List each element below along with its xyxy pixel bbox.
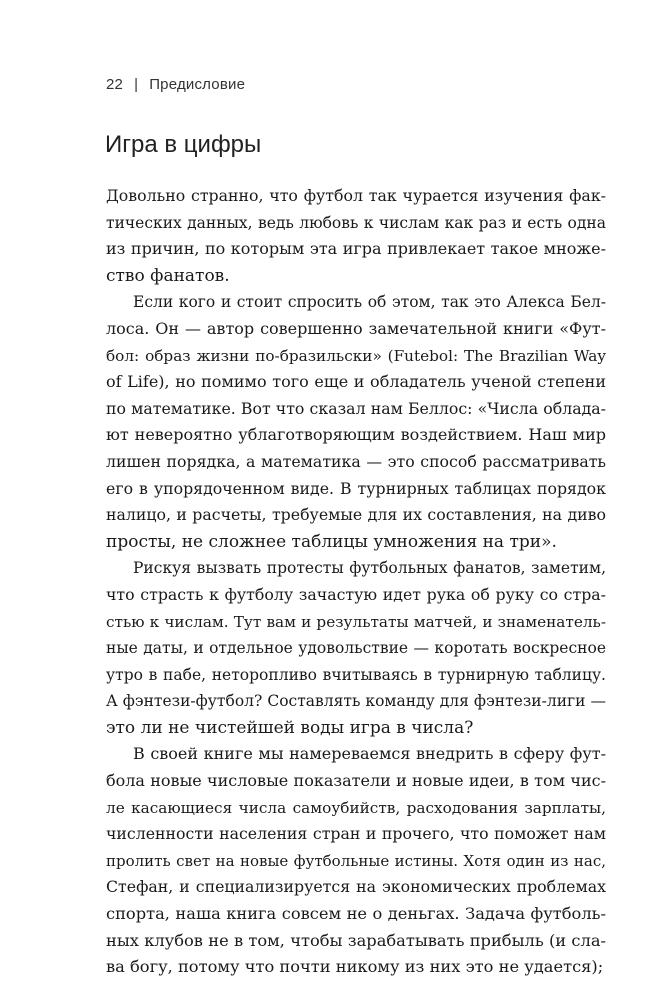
text-line: ных клубов не в том, чтобы зарабатывать прибыль (и сла- <box>106 930 606 950</box>
body-text <box>106 183 606 981</box>
text-line: из причин, по которым эта игра привлекает такое множе- <box>106 239 606 259</box>
paragraph <box>106 555 606 741</box>
text-line: лоса. Он — автор совершенно замечательной книги «Фут- <box>106 318 606 338</box>
header-separator: | <box>134 76 139 93</box>
paragraph <box>106 741 606 980</box>
text-line: численности населения стран и прочего, что поможет нам <box>106 824 606 844</box>
text-line: ют невероятно ублаготворяющим воздействием. Наш мир <box>106 425 606 445</box>
text-line: А фэнтези-футбол? Составлять команду для фэнтези-лиги — <box>106 692 606 711</box>
text-line: ва богу, потому что почти никому из них это не удается); <box>106 957 604 977</box>
text-line: что страсть к футболу зачастую идет рука об руку со стра- <box>106 584 606 604</box>
text-line: of Life), но помимо того еще и обладатель ученой степени <box>106 372 606 392</box>
text-line: тических данных, ведь любовь к числам как раз и есть одна <box>106 213 606 232</box>
text-line: Если кого и стоит спросить об этом, так это Алекса Бел- <box>133 293 606 312</box>
text-line: утро в пабе, неторопливо вчитываясь в турнирную таблицу. <box>106 665 606 684</box>
text-line: Довольно странно, что футбол так чурается изучения фак- <box>106 186 606 205</box>
paragraph <box>106 183 606 289</box>
text-line: ле касающиеся числа самоубийств, расходования зарплаты, <box>106 798 606 817</box>
text-line: налицо, и расчеты, требуемые для их составления, на диво <box>106 505 606 525</box>
text-line: бола новые числовые показатели и новые идеи, в том чис- <box>106 771 606 791</box>
text-line: по математике. Вот что сказал нам Беллос: «Числа облада- <box>106 398 606 418</box>
page-number: 22 <box>106 76 124 93</box>
text-line: пролить свет на новые футбольные истины. Хотя один из нас, <box>106 851 606 870</box>
paragraph <box>106 289 606 555</box>
text-line: спорта, наша книга совсем не о деньгах. Задача футболь- <box>106 904 606 924</box>
text-line: В своей книге мы намереваемся внедрить в сферу фут- <box>133 744 606 764</box>
section-title: Игра в цифры <box>105 131 262 158</box>
text-line: его в упорядоченном виде. В турнирных таблицах порядок <box>106 478 606 498</box>
text-line: Стефан, и специализируется на экономических проблемах <box>106 877 606 897</box>
text-line: ные даты, и отдельное удовольствие — коротать воскресное <box>106 639 606 658</box>
text-line: Рискуя вызвать протесты футбольных фанатов, заметим, <box>133 559 606 578</box>
running-header <box>106 76 245 93</box>
text-line: просты, не сложнее таблицы умножения на три». <box>106 531 557 552</box>
section-name: Предисловие <box>149 76 246 93</box>
text-line: лишен порядка, а математика — это способ рассматривать <box>106 451 606 471</box>
text-line: бол: образ жизни по-бразильски» (Futebol: The Brazilian Way <box>106 346 606 365</box>
text-line: это ли не чистейшей воды игра в числа? <box>106 717 474 738</box>
text-line: стью к числам. Тут вам и результаты матчей, и знаменатель- <box>106 612 606 631</box>
text-line: ство фанатов. <box>106 265 230 286</box>
